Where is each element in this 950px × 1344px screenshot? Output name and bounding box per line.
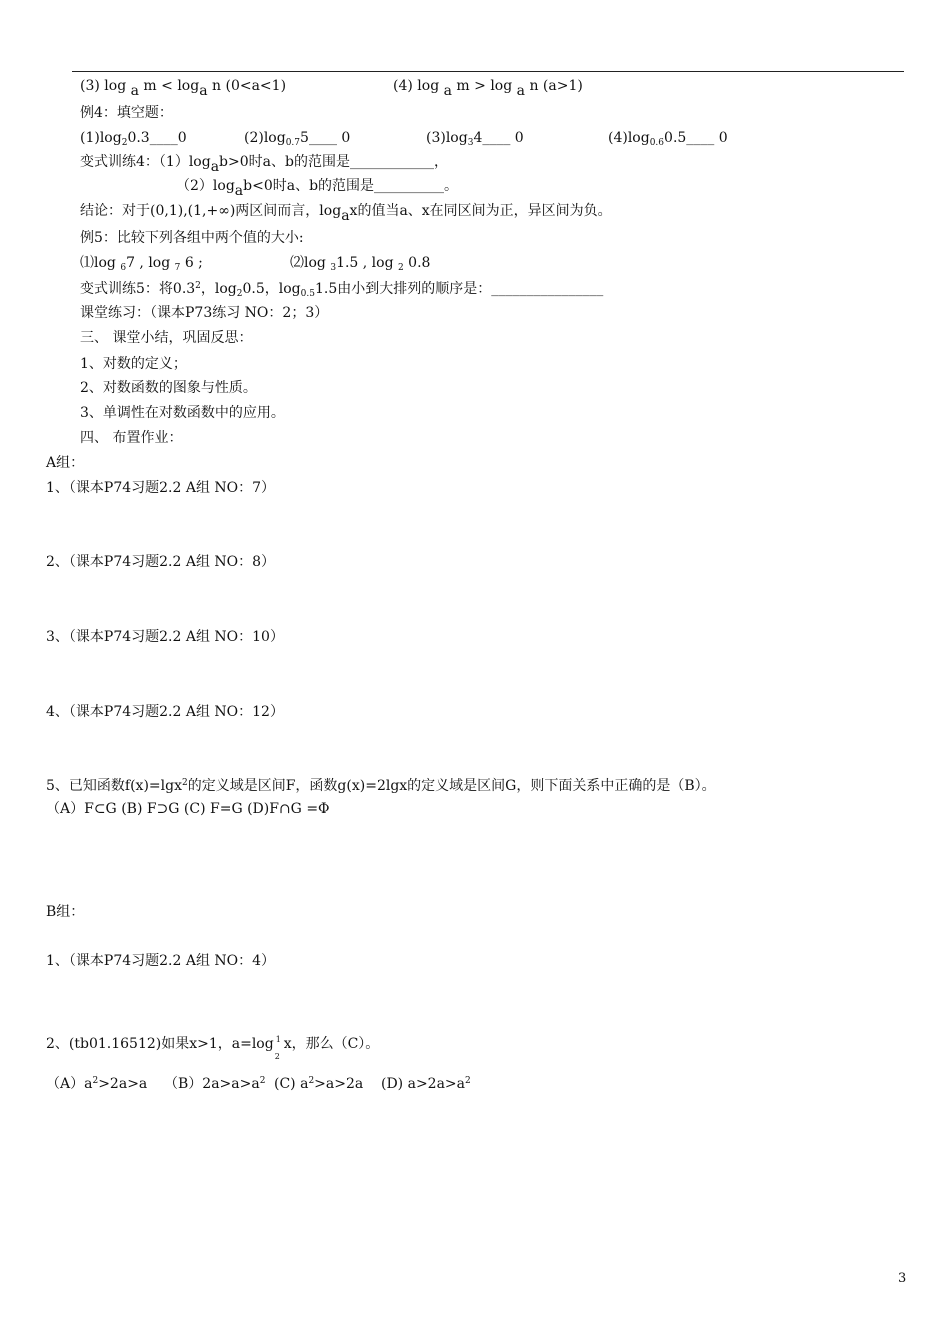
page-number: 3 xyxy=(898,1271,907,1286)
example-5-title: 例5：比较下列各组中两个值的大小: xyxy=(80,230,304,246)
b2-option-c: (C) $a^2>a>2a$ xyxy=(274,1076,364,1092)
property-3: (3) log $_a$ $m < \log_a n$ (0<a<1) xyxy=(80,78,287,99)
group-b-heading: B组： xyxy=(46,904,85,920)
group-a-question-5-options: （A）F⊂G (B) F⊃G (C) F=G (D)F∩G =Φ xyxy=(46,801,330,817)
ex4-item-3: $(3)\log_34\_\_\_\_$ 0 xyxy=(426,130,524,148)
group-a-heading: A组： xyxy=(46,455,85,471)
group-a-question-5: 5、已知函数f(x)=lgx$^2$的定义域是区间F，函数g(x)=2lgx的定义域是区间G，则下面关系中正确的是（B）。 xyxy=(46,778,716,794)
section-4-title: 四、 布置作业： xyxy=(80,430,183,446)
header-rule xyxy=(72,71,904,72)
group-a-item-4: 4、（课本P74习题2.2 A组 NO：12） xyxy=(46,704,284,720)
ex4-item-4: $(4)\log_{0.6}0.5\_\_\_\_$ 0 xyxy=(608,130,728,148)
group-a-item-3: 3、（课本P74习题2.2 A组 NO：10） xyxy=(46,629,284,645)
section-3-title: 三、 课堂小结，巩固反思： xyxy=(80,330,253,346)
group-a-item-2: 2、（课本P74习题2.2 A组 NO：8） xyxy=(46,554,276,570)
summary-item-3: 3、单调性在对数函数中的应用。 xyxy=(80,405,285,421)
summary-item-1: 1、对数的定义； xyxy=(80,356,187,372)
drill-5: 变式训练5：将$0.3^2$，$\log_20.5$，$\log_{0.5}1.5$由小到大排列的顺序是：________________ xyxy=(80,281,604,299)
ex4-item-2: $(2)\log_{0.7}5\_\_\_\_$ 0 xyxy=(244,130,351,148)
ex4-item-1: $(1)\log_20.3\_\_\_\_0$ xyxy=(80,130,187,148)
conclusion: 结论：对于(0,1),(1,+∞)两区间而言，$\log_ax$的值当a、x在同区间为正，异区间为负。 xyxy=(80,203,612,224)
summary-item-2: 2、对数函数的图象与性质。 xyxy=(80,380,257,396)
group-b-item-1: 1、（课本P74习题2.2 A组 NO：4） xyxy=(46,953,276,969)
b2-option-a: $(A)a^2>2a>a$ xyxy=(46,1076,148,1092)
class-practice: 课堂练习：（课本P73练习 NO：2；3） xyxy=(80,305,329,321)
example-4-title: 例4：填空题： xyxy=(80,105,173,121)
b2-option-d: (D) $a>2a>a^2$ xyxy=(381,1076,471,1092)
fraction-base: 1 2 xyxy=(274,1035,281,1061)
group-b-item-2: 2、(tb01.16512)如果x>1，a=log 1 2 x，那么（C）。 xyxy=(46,1035,380,1061)
drill-4-part-1: 变式训练4：$(1)\log_ab>0$时a、b的范围是____________， xyxy=(80,154,448,175)
property-4: (4) log $_a$ m > log $_a$ n (a>1) xyxy=(393,78,583,99)
drill-4-part-2: $(2)\log_ab<0$时a、b的范围是__________。 xyxy=(176,178,459,199)
ex5-pair-1: ⑴log $_6$7 , log $_7$ 6 ; xyxy=(80,255,203,273)
group-a-item-1: 1、（课本P74习题2.2 A组 NO：7） xyxy=(46,480,276,496)
b2-option-b: $(B)2a>a>a^2$ xyxy=(164,1076,266,1092)
ex5-pair-2: ⑵log $_3$1.5 , log $_2$ 0.8 xyxy=(290,255,431,273)
